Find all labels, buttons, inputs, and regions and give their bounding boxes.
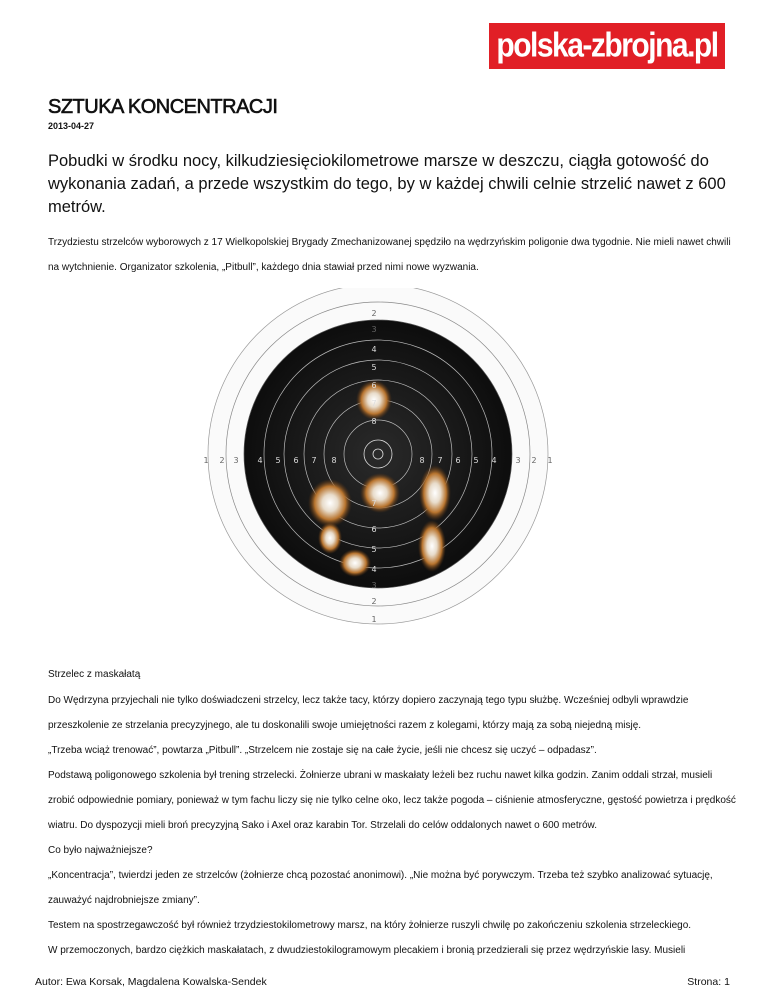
target-ring-label: 2 [371,597,377,606]
target-ring-label: 2 [531,456,537,465]
footer-page [684,976,730,988]
target-ring-label: 6 [455,456,461,465]
target-ring-label: 6 [371,381,377,390]
target-ring-label: 6 [293,456,299,465]
article-paragraph-7: W przemoczonych, bardzo ciężkich maskałatach, z dwudziestokilogramowym plecakiem i bronią przedzierali się przez wędrzyńskie lasy. Musieli [48,945,686,956]
target-ring-label: 7 [311,456,317,465]
target-ring-label: 3 [515,456,521,465]
target-ring-label: 4 [257,456,263,465]
target-ring-label: 2 [219,456,225,465]
article-paragraph-1: Do Wędrzyna przyjechali nie tylko doświadczeni strzelcy, lecz także tacy, którzy dopiero zaczynają tego typu służbę. Wcześniej odbyli wprawdzie przeszkolenie ze strzelania precyzyjnego, ale tu doskonalili swoje umiejętności razem z kolegami, którzy mają za sobą niejedną misję. [48,695,689,731]
shooting-target-image [200,288,568,640]
target-ring-label: 5 [371,363,377,372]
footer-page-label: Strona: [687,976,722,988]
target-ring-label: 6 [371,525,377,534]
article-paragraph-4: Co było najważniejsze? [48,845,153,856]
target-ring-label: 5 [275,456,281,465]
article-paragraph-6: Testem na spostrzegawczość był również trzydziestokilometrowy marsz, na który żołnierze ruszyli chwilę po zakończeniu szkolenia strzeleckiego. [48,920,692,931]
article-paragraph-3: Podstawą poligonowego szkolenia był trening strzelecki. Żołnierze ubrani w maskałaty leżeli bez ruchu nawet kilka godzin. Zanim oddali strzał, musieli zrobić odpowiednie pomiary, ponieważ w tym fachu liczy się nie tylko celne oko, lecz także pogoda – ciśnienie atmosferyczne, gęstość powietrza i prędkość wiatru. Do dyspozycji mieli broń precyzyjną Sako i Axel oraz karabin Tor. Strzelali do celów oddalonych nawet o 600 metrów. [48,770,736,831]
target-ring-label: 2 [371,309,377,318]
target-ring-label: 8 [419,456,425,465]
target-ring-label: 4 [491,456,497,465]
target-ring-label: 8 [331,456,337,465]
target-ring-label: 3 [371,581,377,590]
site-logo[interactable]: polska-zbrojna.pl [489,23,725,69]
footer-page-number: 1 [724,976,730,988]
target-ring-label: 7 [371,499,377,508]
article-paragraph-2: „Trzeba wciąż trenować”, powtarza „Pitbull”. „Strzelcem nie zostaje się na całe życie, jeśli nie chcesz się uczyć – odpadasz”. [48,745,597,756]
target-ring-label: 8 [371,417,377,426]
article-subheading: Strzelec z maskałatą [48,669,141,680]
target-ring-label: 1 [203,456,209,465]
target-ring-label: 1 [547,456,553,465]
target-ring-label: 5 [473,456,479,465]
target-ring-label: 7 [437,456,443,465]
target-ring-label: 1 [371,615,377,624]
target-ring-label: 3 [233,456,239,465]
footer-authors: Autor: Ewa Korsak, Magdalena Kowalska-Sendek [35,976,267,988]
target-ring-label: 4 [371,565,377,574]
article-date: 2013-04-27 [48,121,95,131]
article-paragraph-5: „Koncentracja”, twierdzi jeden ze strzelców (żołnierze chcą pozostać anonimowi). „Nie można być porywczym. Trzeba też szybko analizować sytuację, zauważyć najdrobniejsze zmiany”. [48,870,713,906]
target-ring-label: 4 [371,345,377,354]
target-ring-label: 7 [371,399,377,408]
target-ring-label: 5 [371,545,377,554]
article-title: SZTUKA KONCENTRACJI [48,96,278,118]
article-intro: Trzydziestu strzelców wyborowych z 17 Wielkopolskiej Brygady Zmechanizowanej spędziło na wędrzyńskim poligonie dwa tygodnie. Nie mieli nawet chwili na wytchnienie. Organizator szkolenia, „Pitbull”, każdego dnia stawiał przed nimi nowe wyzwania. [48,237,731,273]
article-lead: Pobudki w środku nocy, kilkudziesięciokilometrowe marsze w deszczu, ciągła gotowość do wykonania zadań, a przede wszystkim do tego, by w każdej chwili celnie strzelić nawet z 600 metrów. [48,152,726,216]
target-ring-label: 3 [371,325,377,334]
